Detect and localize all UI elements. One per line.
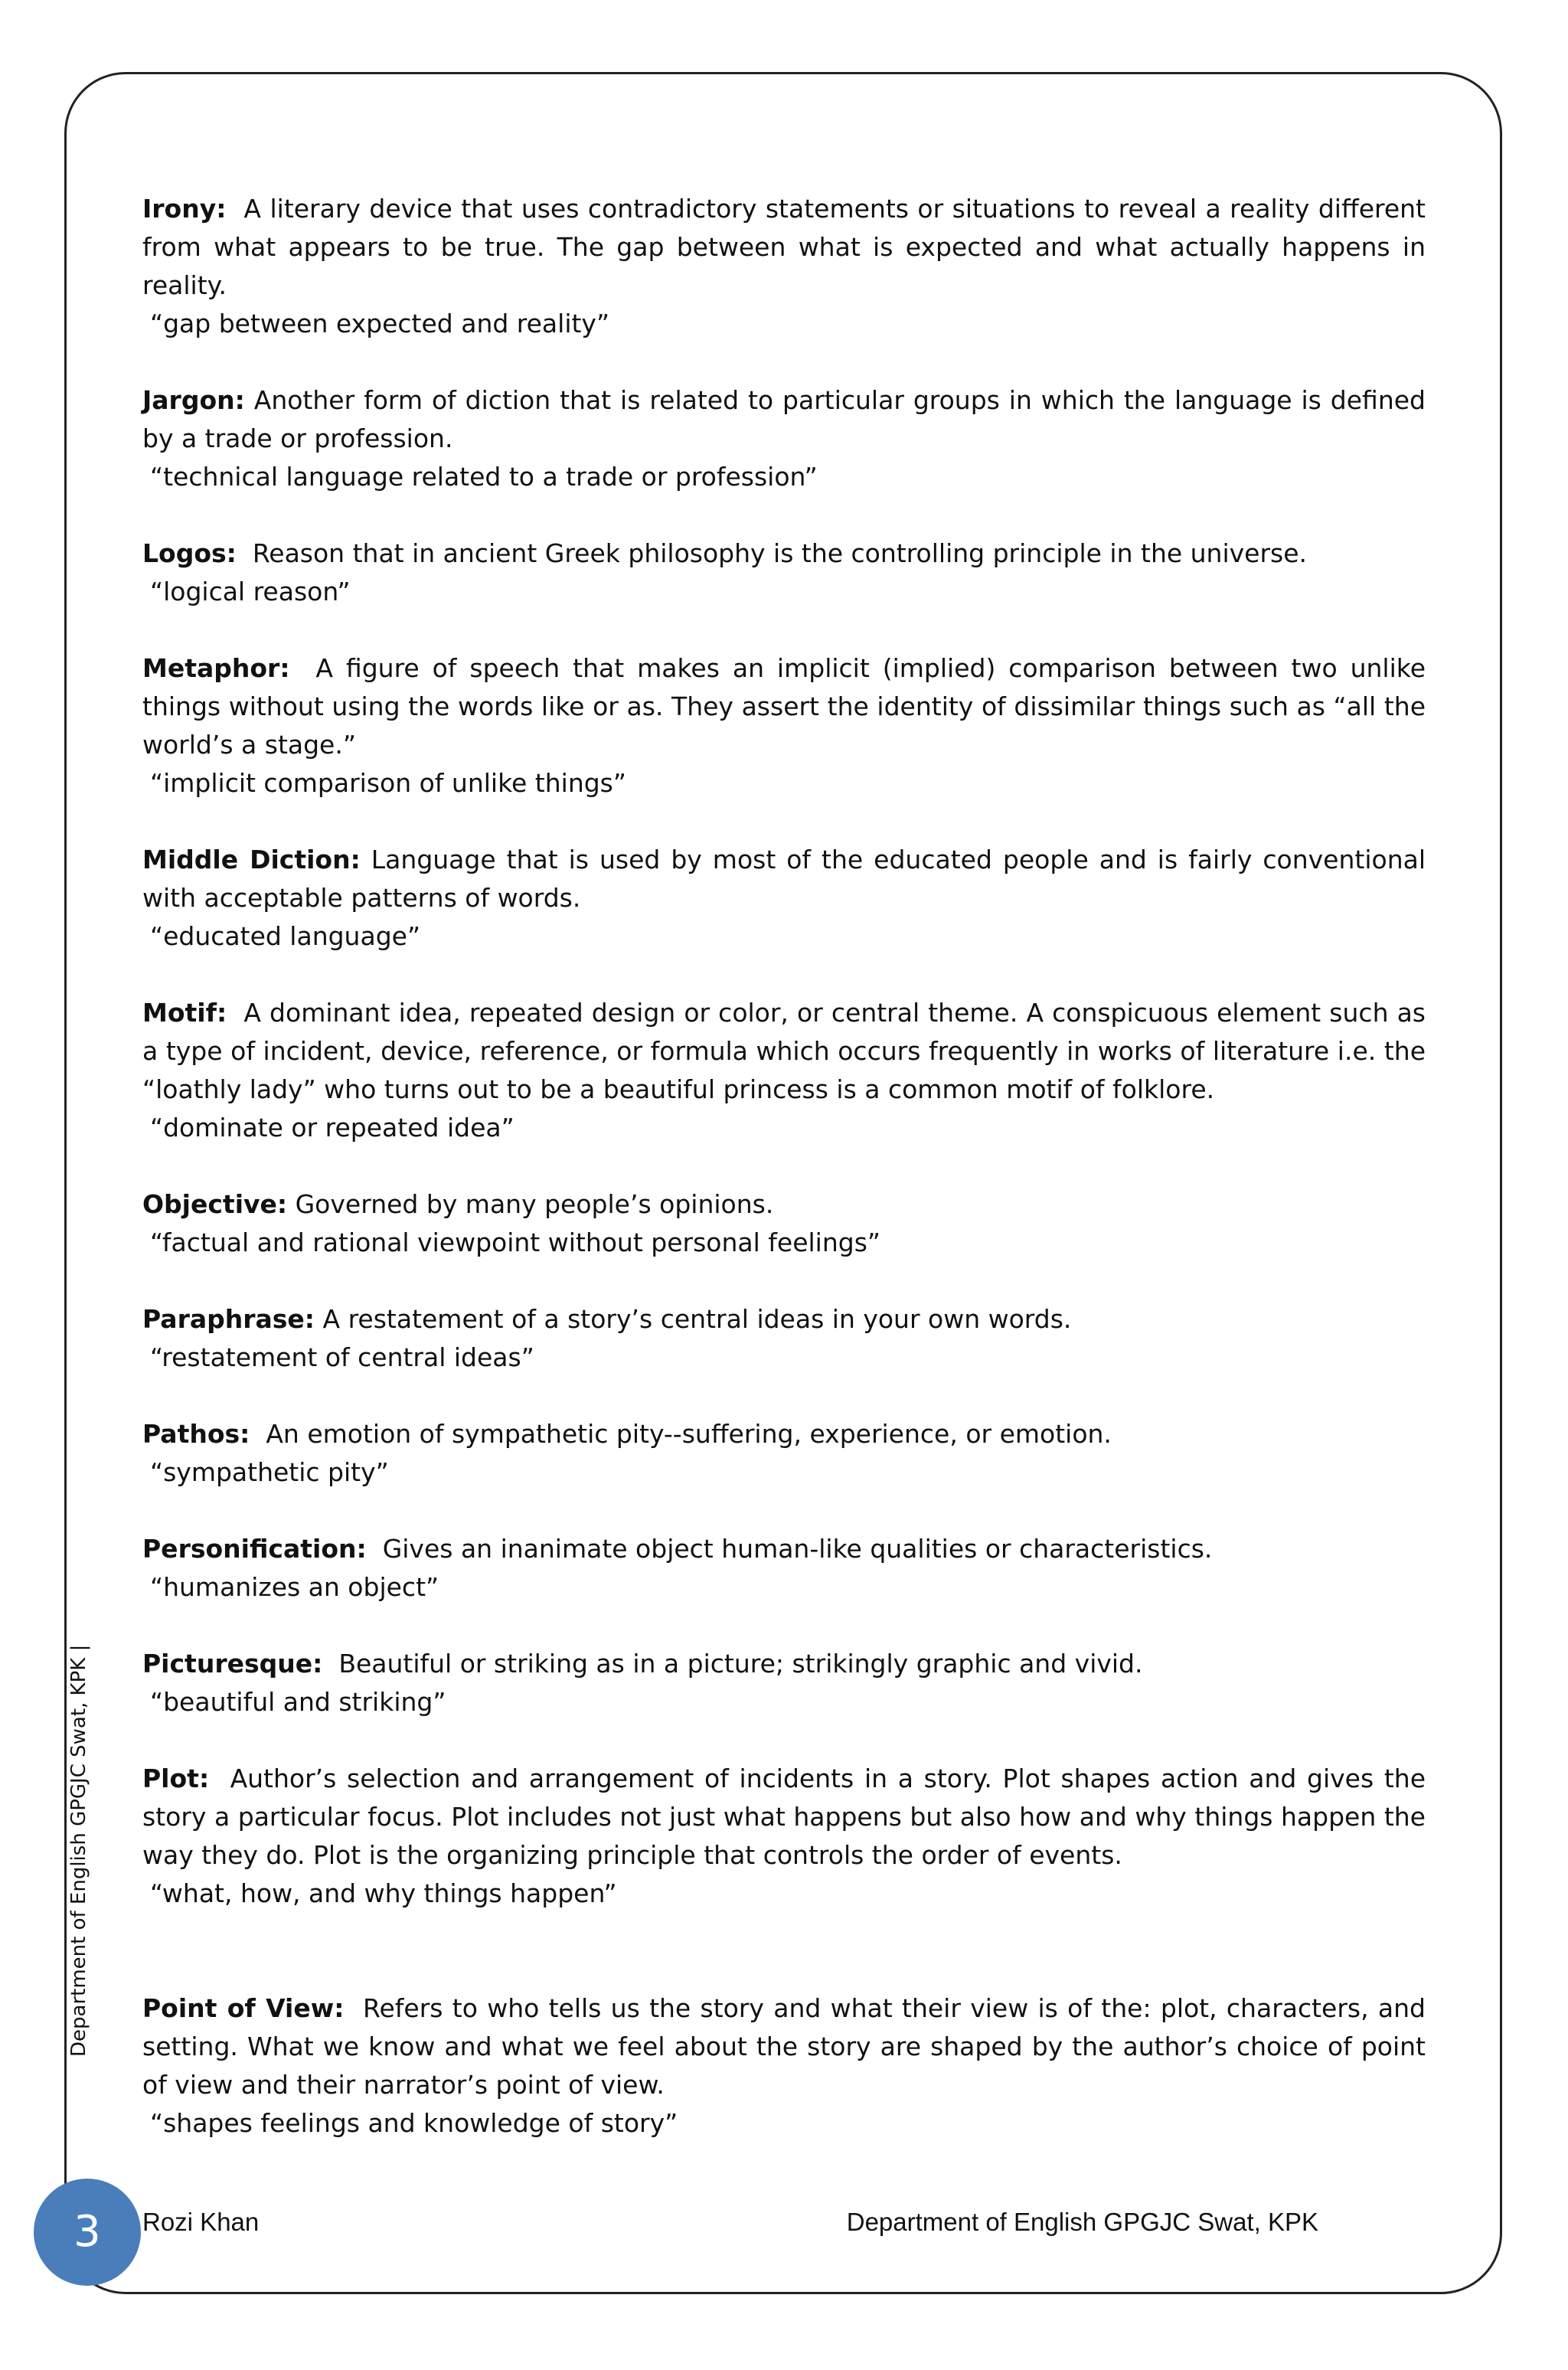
entry-term: Jargon: xyxy=(142,385,245,415)
glossary-entry-paraphrase xyxy=(142,1300,1426,1377)
glossary-entry-metaphor xyxy=(142,649,1426,803)
entry-text: A figure of speech that makes an implicit (implied) comparison between two unlike things without using the words like or as. They assert the identity of dissimilar things such as “all the world’s a stage.” xyxy=(142,653,1426,760)
footer-author: Rozi Khan xyxy=(142,2208,260,2236)
entry-definition xyxy=(142,1300,1426,1339)
entry-term: Objective: xyxy=(142,1189,288,1219)
entry-text: Language that is used by most of the educated people and is fairly conventional with acceptable patterns of words. xyxy=(142,845,1426,913)
entry-text: Gives an inanimate object human-like qualities or characteristics. xyxy=(382,1534,1213,1564)
glossary-entry-pathos xyxy=(142,1415,1426,1492)
entry-summary: “gap between expected and reality” xyxy=(150,309,610,338)
entry-text: Reason that in ancient Greek philosophy is the controlling principle in the universe. xyxy=(252,538,1308,568)
footer-department: Department of English GPGJC Swat, KPK xyxy=(846,2208,1318,2236)
entry-definition xyxy=(142,1185,1426,1224)
entry-summary: “humanizes an object” xyxy=(150,1572,439,1602)
glossary-entry-middle-diction xyxy=(142,841,1426,956)
entry-text: Another form of diction that is related to particular groups in which the language is defined by a trade or profession. xyxy=(142,385,1426,453)
entry-definition xyxy=(142,1530,1426,1568)
entry-text: Refers to who tells us the story and what their view is of the: plot, characters, and setting. What we know and what we feel about the story are shaped by the author’s choice of point of view and their narrator’s point of view. xyxy=(142,1993,1426,2100)
entry-summary: “factual and rational viewpoint without personal feelings” xyxy=(150,1227,880,1257)
entry-text: A restatement of a story’s central ideas in your own words. xyxy=(322,1304,1072,1334)
entry-definition xyxy=(142,841,1426,917)
entry-definition xyxy=(142,1645,1426,1683)
entry-term: Motif: xyxy=(142,998,227,1028)
entry-definition xyxy=(142,994,1426,1109)
entry-summary: “shapes feelings and knowledge of story” xyxy=(150,2108,678,2138)
entry-term: Plot: xyxy=(142,1764,210,1793)
entry-definition xyxy=(142,381,1426,458)
entry-term: Point of View: xyxy=(142,1993,345,2023)
entry-term: Pathos: xyxy=(142,1419,250,1449)
entry-text: Governed by many people’s opinions. xyxy=(295,1189,774,1219)
entry-summary: “implicit comparison of unlike things” xyxy=(150,768,626,798)
entry-definition xyxy=(142,1415,1426,1453)
entry-definition xyxy=(142,649,1426,764)
glossary-entry-picturesque xyxy=(142,1645,1426,1721)
entry-text: Author’s selection and arrangement of incidents in a story. Plot shapes action and gives the story a particular focus. Plot includes not just what happens but also how and why things happen the way they do. Plot is the organizing principle that controls the order of events. xyxy=(142,1764,1426,1870)
entry-text: An emotion of sympathetic pity--suffering, experience, or emotion. xyxy=(266,1419,1112,1449)
entry-term: Irony: xyxy=(142,194,227,224)
glossary-entry-logos xyxy=(142,534,1426,611)
entry-term: Personification: xyxy=(142,1534,367,1564)
glossary-entry-point-of-view xyxy=(142,1989,1426,2143)
entry-summary: “what, how, and why things happen” xyxy=(150,1878,617,1908)
entry-term: Logos: xyxy=(142,538,237,568)
side-department-label: Department of English GPGJC Swat, KPK | xyxy=(67,1644,90,2057)
entry-summary: “technical language related to a trade or profession” xyxy=(150,462,818,492)
entry-definition xyxy=(142,1760,1426,1875)
glossary-entry-plot xyxy=(142,1760,1426,1913)
entry-summary: “restatement of central ideas” xyxy=(150,1342,534,1372)
entry-summary: “educated language” xyxy=(150,921,421,951)
glossary-content xyxy=(142,190,1426,2181)
entry-summary: “logical reason” xyxy=(150,577,351,606)
glossary-entry-motif xyxy=(142,994,1426,1147)
entry-definition xyxy=(142,1989,1426,2104)
page-number-badge: 3 xyxy=(34,2179,141,2286)
glossary-entry-objective xyxy=(142,1185,1426,1262)
entry-text: Beautiful or striking as in a picture; strikingly graphic and vivid. xyxy=(338,1649,1143,1679)
glossary-entry-jargon xyxy=(142,381,1426,496)
entry-summary: “beautiful and striking” xyxy=(150,1687,446,1717)
glossary-entry-irony xyxy=(142,190,1426,343)
entry-text: A dominant idea, repeated design or color, or central theme. A conspicuous element such as a type of incident, device, reference, or formula which occurs frequently in works of literature i.e. the “loathly lady” who turns out to be a beautiful princess is a common motif of folklore. xyxy=(142,998,1426,1104)
entry-term: Paraphrase: xyxy=(142,1304,315,1334)
entry-term: Metaphor: xyxy=(142,653,290,683)
entry-text: A literary device that uses contradictory statements or situations to reveal a reality different from what appears to be true. The gap between what is expected and what actually happens in reality. xyxy=(142,194,1426,300)
entry-term: Picturesque: xyxy=(142,1649,323,1679)
entry-definition xyxy=(142,534,1426,573)
entry-term: Middle Diction: xyxy=(142,845,361,874)
entry-summary: “dominate or repeated idea” xyxy=(150,1113,514,1143)
entry-summary: “sympathetic pity” xyxy=(150,1457,389,1487)
entry-definition xyxy=(142,190,1426,305)
glossary-entry-personification xyxy=(142,1530,1426,1607)
